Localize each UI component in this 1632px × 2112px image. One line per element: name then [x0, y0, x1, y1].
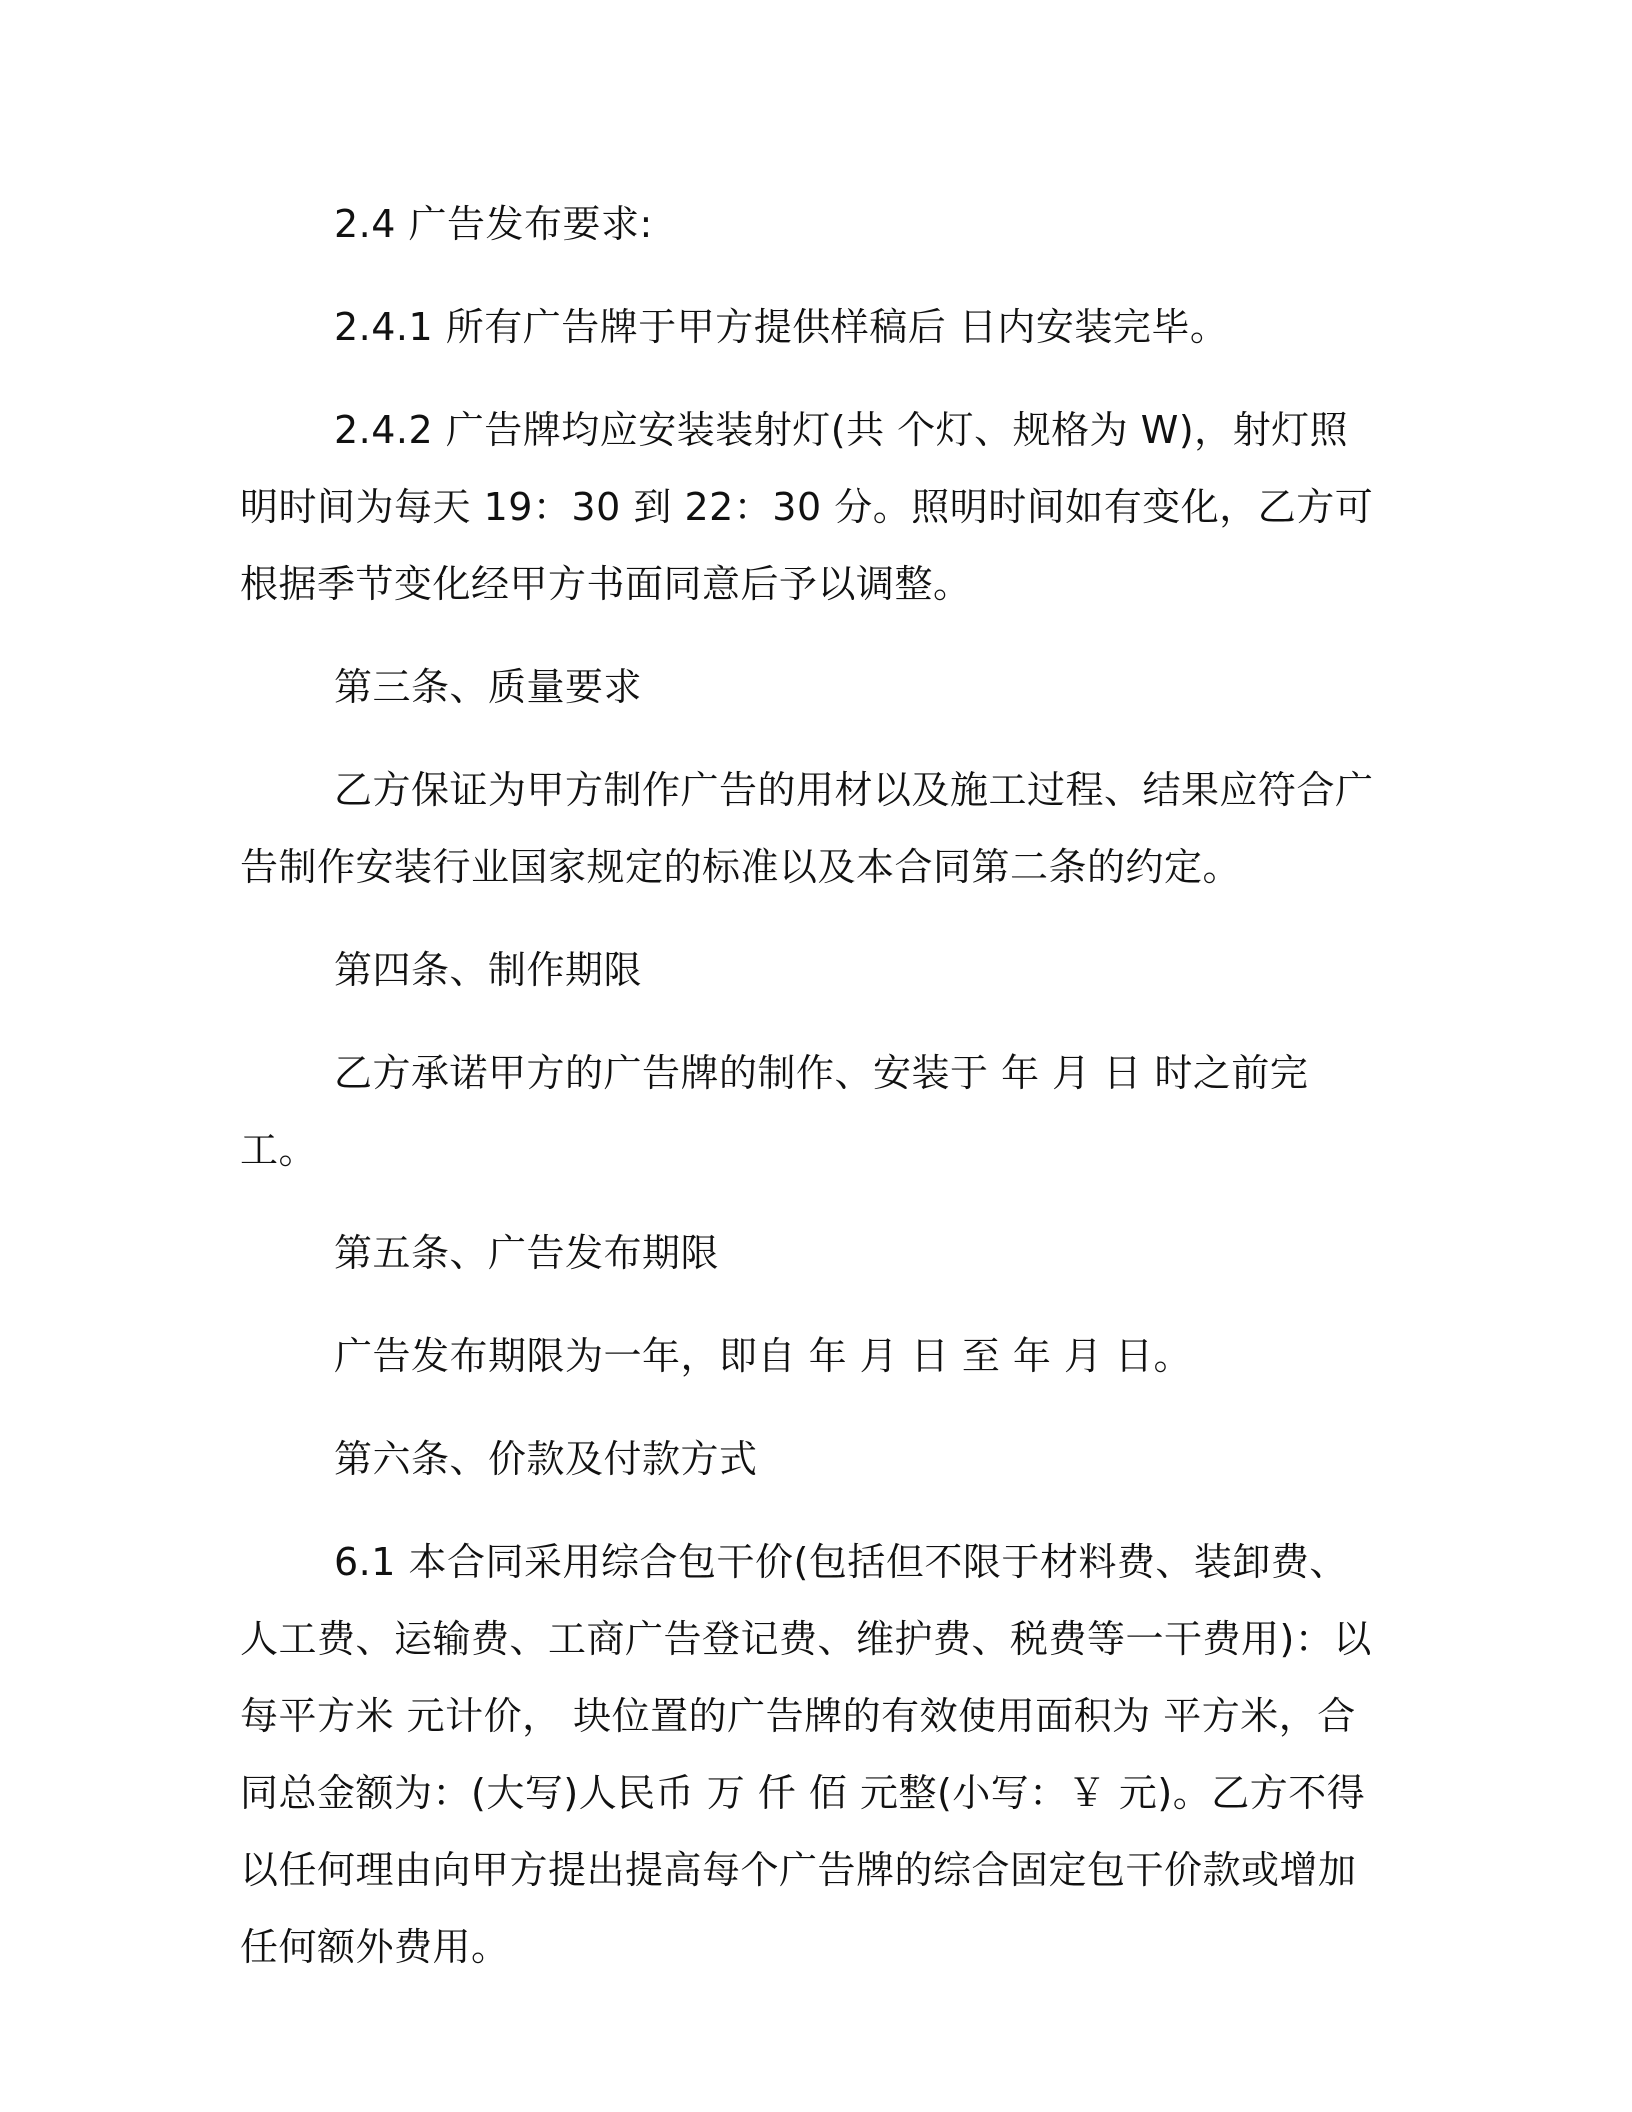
- article-4-text: 乙方承诺甲方的广告牌的制作、安装于 年 月 日 时之前完工。: [240, 1051, 1309, 1172]
- clause-6-1: 6.1 本合同采用综合包干价(包括但不限于材料费、装卸费、人工费、运输费、工商广告登记费、维护费、税费等一干费用)：以每平方米 元计价， 块位置的广告牌的有效使用面积为 平方米，合同总金额为：(大写)人民币 万 仟 佰 元整(小写：￥ 元)。乙方不得以任何理由向甲方提出提高每个广告牌的综合固定包干价款或增加任何额外费用。: [240, 1540, 1372, 1969]
- article-6-heading: 第六条、价款及付款方式: [334, 1437, 758, 1481]
- article-5-heading: 第五条、广告发布期限: [334, 1231, 720, 1275]
- article-5-text: 广告发布期限为一年，即自 年 月 日 至 年 月 日。: [334, 1334, 1193, 1378]
- clause-2-4-1: 2.4.1 所有广告牌于甲方提供样稿后 日内安装完毕。: [334, 305, 1229, 349]
- clause-2-4-2: 2.4.2 广告牌均应安装装射灯(共 个灯、规格为 W)，射灯照明时间为每天 19：30 到 22：30 分。照明时间如有变化，乙方可根据季节变化经甲方书面同意后予以调整。: [240, 408, 1374, 606]
- article-3-heading: 第三条、质量要求: [334, 665, 643, 709]
- document-body: [240, 186, 1380, 2012]
- article-3-text: 乙方保证为甲方制作广告的用材以及施工过程、结果应符合广告制作安装行业国家规定的标准以及本合同第二条的约定。: [240, 768, 1374, 889]
- article-4-heading: 第四条、制作期限: [334, 948, 643, 992]
- section-2-4-heading: 2.4 广告发布要求:: [334, 202, 653, 246]
